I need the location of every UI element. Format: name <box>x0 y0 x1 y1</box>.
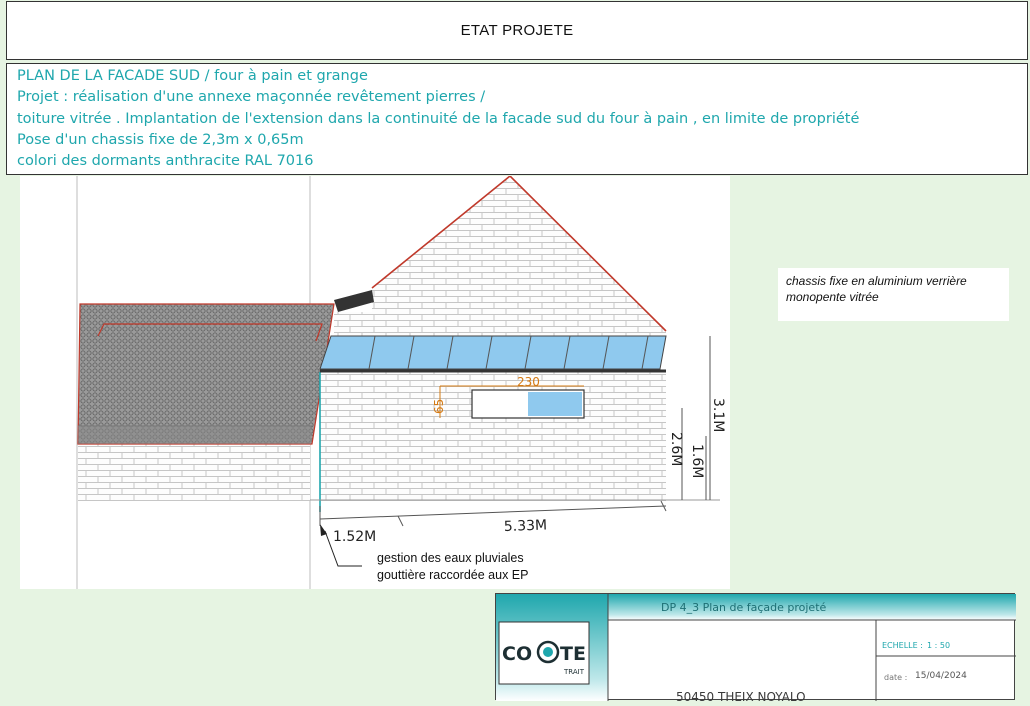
dimension-tick <box>398 516 403 526</box>
page-title: ETAT PROJETE <box>460 22 574 39</box>
oven-slate-roof <box>78 304 334 444</box>
date-value: 15/04/2024 <box>915 671 967 681</box>
description-line: Pose d'un chassis fixe de 2,3m x 0,65m <box>17 131 304 148</box>
rainwater-note-line1: gestion des eaux pluviales <box>377 551 524 565</box>
length-dimension-line <box>320 506 666 519</box>
side-length-label: 1.52M <box>333 529 377 545</box>
scale-label: ECHELLE : <box>882 641 923 650</box>
gable-wall <box>372 176 666 336</box>
logo-text-left: CO <box>502 643 533 665</box>
title-block-svg <box>496 594 1016 701</box>
address-partial: 50450 THEIX NOYALO <box>676 690 806 701</box>
sheet-title: DP 4_3 Plan de façade projeté <box>661 601 827 614</box>
description-line: Projet : réalisation d'une annexe maçonnée revêtement pierres / <box>17 89 486 106</box>
eave-band <box>78 426 311 444</box>
ridge-flashing <box>334 290 374 312</box>
scale-value: 1 : 50 <box>927 641 951 650</box>
title-block <box>495 593 1015 700</box>
extension-length-label: 5.33M <box>503 517 548 535</box>
height-3-1-label: 3.1M <box>710 398 726 433</box>
oven-wall <box>78 444 310 501</box>
description-line: PLAN DE LA FACADE SUD / four à pain et grange <box>17 68 368 84</box>
rainwater-note-line2: gouttière raccordée aux EP <box>377 568 529 582</box>
project-description <box>6 63 1028 175</box>
height-2-6-label: 2.6M <box>668 432 684 467</box>
glazing-note-line1: chassis fixe en aluminium verrière <box>786 274 967 288</box>
description-line: toiture vitrée . Implantation de l'extension dans la continuité de la facade sud du four à pain , en limite de propriété <box>17 110 860 127</box>
logo-text-right: TE <box>560 643 586 665</box>
facade-svg <box>20 176 730 589</box>
height-1-6-label: 1.6M <box>689 444 705 479</box>
window-glass <box>528 392 582 416</box>
leader-arrow <box>320 524 327 536</box>
window-height-label: 65 <box>432 398 446 414</box>
date-label: date : <box>884 673 908 682</box>
description-line: colori des dormants anthracite RAL 7016 <box>17 153 314 170</box>
eye-pupil-icon <box>543 647 553 657</box>
logo-sub: TRAIT <box>564 668 584 676</box>
facade-drawing <box>20 176 730 589</box>
wall-connector <box>334 312 374 336</box>
window-width-label: 230 <box>517 375 540 389</box>
glazing-note-line2: monopente vitrée <box>786 290 879 304</box>
page-header <box>6 1 1028 60</box>
glazing-note <box>778 268 1009 321</box>
